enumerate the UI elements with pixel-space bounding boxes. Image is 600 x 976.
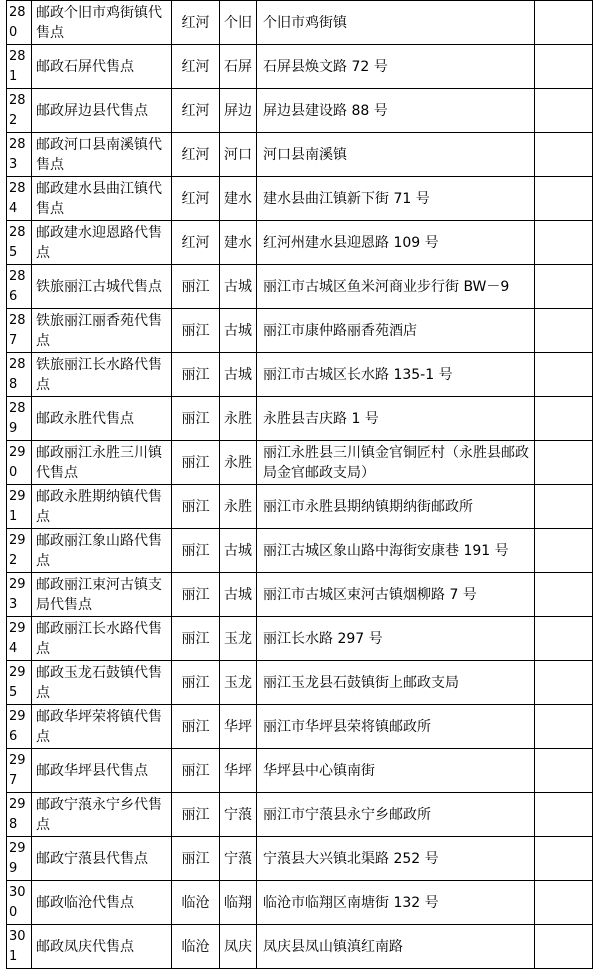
table-row xyxy=(7,485,593,529)
address-cell: 永胜县吉庆路 1 号 xyxy=(257,397,535,441)
row-number-cell: 292 xyxy=(7,529,32,573)
table-row xyxy=(7,925,593,969)
row-number-cell: 297 xyxy=(7,749,32,793)
empty-cell xyxy=(535,1,593,45)
row-number-cell: 283 xyxy=(7,133,32,177)
empty-cell xyxy=(535,177,593,221)
outlet-name-cell: 邮政临沧代售点 xyxy=(32,881,172,925)
address-cell: 丽江市永胜县期纳镇期纳街邮政所 xyxy=(257,485,535,529)
county-cell: 永胜 xyxy=(220,441,257,485)
county-cell: 玉龙 xyxy=(220,661,257,705)
county-cell: 河口 xyxy=(220,133,257,177)
row-number-cell: 281 xyxy=(7,45,32,89)
address-cell: 丽江古城区象山路中海街安康巷 191 号 xyxy=(257,529,535,573)
address-cell: 丽江市康仲路丽香苑酒店 xyxy=(257,309,535,353)
empty-cell xyxy=(535,749,593,793)
city-cell: 丽江 xyxy=(172,485,220,529)
row-number-cell: 280 xyxy=(7,1,32,45)
empty-cell xyxy=(535,89,593,133)
county-cell: 古城 xyxy=(220,353,257,397)
city-cell: 丽江 xyxy=(172,705,220,749)
outlet-name-cell: 邮政宁蒗县代售点 xyxy=(32,837,172,881)
outlet-name-cell: 邮政丽江象山路代售点 xyxy=(32,529,172,573)
outlet-name-cell: 邮政华坪县代售点 xyxy=(32,749,172,793)
empty-cell xyxy=(535,881,593,925)
empty-cell xyxy=(535,265,593,309)
address-cell: 石屏县焕文路 72 号 xyxy=(257,45,535,89)
city-cell: 丽江 xyxy=(172,573,220,617)
row-number-cell: 301 xyxy=(7,925,32,969)
row-number-cell: 291 xyxy=(7,485,32,529)
table-row xyxy=(7,573,593,617)
county-cell: 古城 xyxy=(220,309,257,353)
table-row xyxy=(7,89,593,133)
empty-cell xyxy=(535,133,593,177)
address-cell: 个旧市鸡街镇 xyxy=(257,1,535,45)
address-cell: 丽江市古城区长水路 135-1 号 xyxy=(257,353,535,397)
row-number-cell: 299 xyxy=(7,837,32,881)
empty-cell xyxy=(535,441,593,485)
city-cell: 丽江 xyxy=(172,309,220,353)
county-cell: 古城 xyxy=(220,573,257,617)
city-cell: 丽江 xyxy=(172,353,220,397)
address-cell: 河口县南溪镇 xyxy=(257,133,535,177)
table-row xyxy=(7,177,593,221)
empty-cell xyxy=(535,837,593,881)
row-number-cell: 295 xyxy=(7,661,32,705)
county-cell: 古城 xyxy=(220,265,257,309)
city-cell: 红河 xyxy=(172,133,220,177)
outlet-name-cell: 邮政丽江永胜三川镇代售点 xyxy=(32,441,172,485)
outlet-name-cell: 邮政屏边县代售点 xyxy=(32,89,172,133)
table-row xyxy=(7,793,593,837)
address-cell: 凤庆县凤山镇滇红南路 xyxy=(257,925,535,969)
table-body xyxy=(7,1,593,969)
address-cell: 屏边县建设路 88 号 xyxy=(257,89,535,133)
county-cell: 石屏 xyxy=(220,45,257,89)
outlet-name-cell: 邮政永胜代售点 xyxy=(32,397,172,441)
empty-cell xyxy=(535,397,593,441)
outlet-name-cell: 邮政建水县曲江镇代售点 xyxy=(32,177,172,221)
table-row xyxy=(7,45,593,89)
county-cell: 永胜 xyxy=(220,485,257,529)
empty-cell xyxy=(535,661,593,705)
county-cell: 临翔 xyxy=(220,881,257,925)
county-cell: 凤庆 xyxy=(220,925,257,969)
outlet-name-cell: 铁旅丽江丽香苑代售点 xyxy=(32,309,172,353)
row-number-cell: 285 xyxy=(7,221,32,265)
table-row xyxy=(7,221,593,265)
address-cell: 丽江玉龙县石鼓镇街上邮政支局 xyxy=(257,661,535,705)
outlet-name-cell: 邮政河口县南溪镇代售点 xyxy=(32,133,172,177)
outlet-name-cell: 邮政丽江长水路代售点 xyxy=(32,617,172,661)
row-number-cell: 296 xyxy=(7,705,32,749)
address-cell: 丽江市华坪县荣将镇邮政所 xyxy=(257,705,535,749)
city-cell: 丽江 xyxy=(172,265,220,309)
table-row xyxy=(7,1,593,45)
outlet-name-cell: 铁旅丽江长水路代售点 xyxy=(32,353,172,397)
row-number-cell: 282 xyxy=(7,89,32,133)
county-cell: 华坪 xyxy=(220,749,257,793)
table-row xyxy=(7,837,593,881)
row-number-cell: 286 xyxy=(7,265,32,309)
outlet-name-cell: 邮政建水迎恩路代售点 xyxy=(32,221,172,265)
row-number-cell: 288 xyxy=(7,353,32,397)
address-cell: 丽江市古城区鱼米河商业步行街 BW－9 xyxy=(257,265,535,309)
address-cell: 丽江永胜县三川镇金官铜匠村（永胜县邮政局金官邮政支局） xyxy=(257,441,535,485)
city-cell: 丽江 xyxy=(172,793,220,837)
empty-cell xyxy=(535,573,593,617)
city-cell: 丽江 xyxy=(172,661,220,705)
city-cell: 丽江 xyxy=(172,529,220,573)
address-cell: 宁蒗县大兴镇北渠路 252 号 xyxy=(257,837,535,881)
empty-cell xyxy=(535,617,593,661)
row-number-cell: 289 xyxy=(7,397,32,441)
empty-cell xyxy=(535,221,593,265)
city-cell: 红河 xyxy=(172,221,220,265)
table-row xyxy=(7,397,593,441)
empty-cell xyxy=(535,45,593,89)
city-cell: 丽江 xyxy=(172,397,220,441)
table-row xyxy=(7,749,593,793)
county-cell: 古城 xyxy=(220,529,257,573)
table-row xyxy=(7,441,593,485)
address-cell: 丽江市古城区束河古镇烟柳路 7 号 xyxy=(257,573,535,617)
row-number-cell: 294 xyxy=(7,617,32,661)
row-number-cell: 287 xyxy=(7,309,32,353)
address-cell: 丽江长水路 297 号 xyxy=(257,617,535,661)
county-cell: 玉龙 xyxy=(220,617,257,661)
county-cell: 宁蒗 xyxy=(220,837,257,881)
city-cell: 丽江 xyxy=(172,617,220,661)
row-number-cell: 298 xyxy=(7,793,32,837)
county-cell: 个旧 xyxy=(220,1,257,45)
address-cell: 临沧市临翔区南塘街 132 号 xyxy=(257,881,535,925)
empty-cell xyxy=(535,705,593,749)
county-cell: 屏边 xyxy=(220,89,257,133)
table-row xyxy=(7,661,593,705)
table-row xyxy=(7,353,593,397)
row-number-cell: 300 xyxy=(7,881,32,925)
city-cell: 丽江 xyxy=(172,749,220,793)
ticket-agency-table xyxy=(6,0,593,969)
outlet-name-cell: 铁旅丽江古城代售点 xyxy=(32,265,172,309)
table-row xyxy=(7,705,593,749)
city-cell: 红河 xyxy=(172,177,220,221)
city-cell: 丽江 xyxy=(172,837,220,881)
address-cell: 丽江市宁蒗县永宁乡邮政所 xyxy=(257,793,535,837)
table-row xyxy=(7,309,593,353)
address-cell: 华坪县中心镇南街 xyxy=(257,749,535,793)
table-row xyxy=(7,529,593,573)
county-cell: 宁蒗 xyxy=(220,793,257,837)
outlet-name-cell: 邮政石屏代售点 xyxy=(32,45,172,89)
address-cell: 建水县曲江镇新下街 71 号 xyxy=(257,177,535,221)
empty-cell xyxy=(535,793,593,837)
city-cell: 红河 xyxy=(172,89,220,133)
row-number-cell: 293 xyxy=(7,573,32,617)
table-row xyxy=(7,881,593,925)
city-cell: 丽江 xyxy=(172,441,220,485)
address-cell: 红河州建水县迎恩路 109 号 xyxy=(257,221,535,265)
county-cell: 永胜 xyxy=(220,397,257,441)
county-cell: 华坪 xyxy=(220,705,257,749)
empty-cell xyxy=(535,353,593,397)
county-cell: 建水 xyxy=(220,177,257,221)
row-number-cell: 284 xyxy=(7,177,32,221)
empty-cell xyxy=(535,485,593,529)
table-row xyxy=(7,265,593,309)
row-number-cell: 290 xyxy=(7,441,32,485)
table-row xyxy=(7,617,593,661)
empty-cell xyxy=(535,529,593,573)
outlet-name-cell: 邮政玉龙石鼓镇代售点 xyxy=(32,661,172,705)
city-cell: 红河 xyxy=(172,1,220,45)
outlet-name-cell: 邮政凤庆代售点 xyxy=(32,925,172,969)
outlet-name-cell: 邮政丽江束河古镇支局代售点 xyxy=(32,573,172,617)
city-cell: 红河 xyxy=(172,45,220,89)
county-cell: 建水 xyxy=(220,221,257,265)
outlet-name-cell: 邮政永胜期纳镇代售点 xyxy=(32,485,172,529)
outlet-name-cell: 邮政华坪荣将镇代售点 xyxy=(32,705,172,749)
city-cell: 临沧 xyxy=(172,925,220,969)
city-cell: 临沧 xyxy=(172,881,220,925)
table-row xyxy=(7,133,593,177)
empty-cell xyxy=(535,309,593,353)
outlet-name-cell: 邮政个旧市鸡街镇代售点 xyxy=(32,1,172,45)
empty-cell xyxy=(535,925,593,969)
outlet-name-cell: 邮政宁蒗永宁乡代售点 xyxy=(32,793,172,837)
